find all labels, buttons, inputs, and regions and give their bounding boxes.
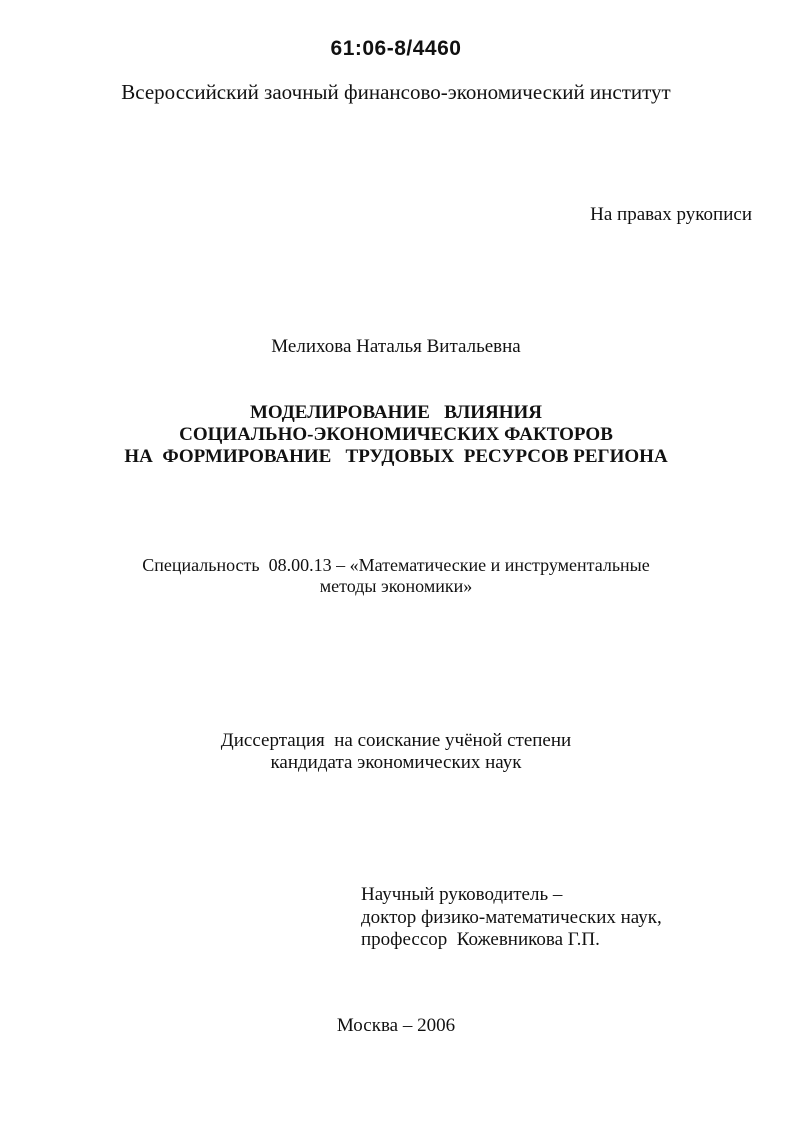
institute-name: Всероссийский заочный финансово-экономический институт (121, 80, 671, 104)
supervisor-line: Научный руководитель – (361, 884, 563, 905)
catalog-code: 61:06-8/4460 (330, 37, 462, 60)
title-line: СОЦИАЛЬНО-ЭКОНОМИЧЕСКИХ ФАКТОРОВ (179, 424, 613, 445)
specialty (0, 555, 792, 597)
degree-line: Диссертация на соискание учёной степени (220, 730, 572, 751)
supervisor-line: доктор физико-математических наук, (361, 906, 662, 928)
title-line: НА ФОРМИРОВАНИЕ ТРУДОВЫХ РЕСУРСОВ РЕГИОНА (124, 446, 668, 467)
author-name: Мелихова Наталья Витальевна (271, 336, 521, 357)
dissertation-title (0, 402, 792, 468)
title-line: МОДЕЛИРОВАНИЕ ВЛИЯНИЯ (249, 402, 543, 423)
degree-statement (0, 730, 792, 774)
manuscript-rights-note: На правах рукописи (590, 204, 752, 225)
city-year: Москва – 2006 (336, 1015, 456, 1036)
specialty-line: методы экономики» (319, 576, 473, 596)
specialty-line: Специальность 08.00.13 – «Математические и инструментальные (142, 555, 650, 575)
scientific-supervisor (361, 884, 662, 952)
degree-line: кандидата экономических наук (270, 752, 522, 773)
supervisor-line: профессор Кожевникова Г.П. (361, 929, 600, 950)
